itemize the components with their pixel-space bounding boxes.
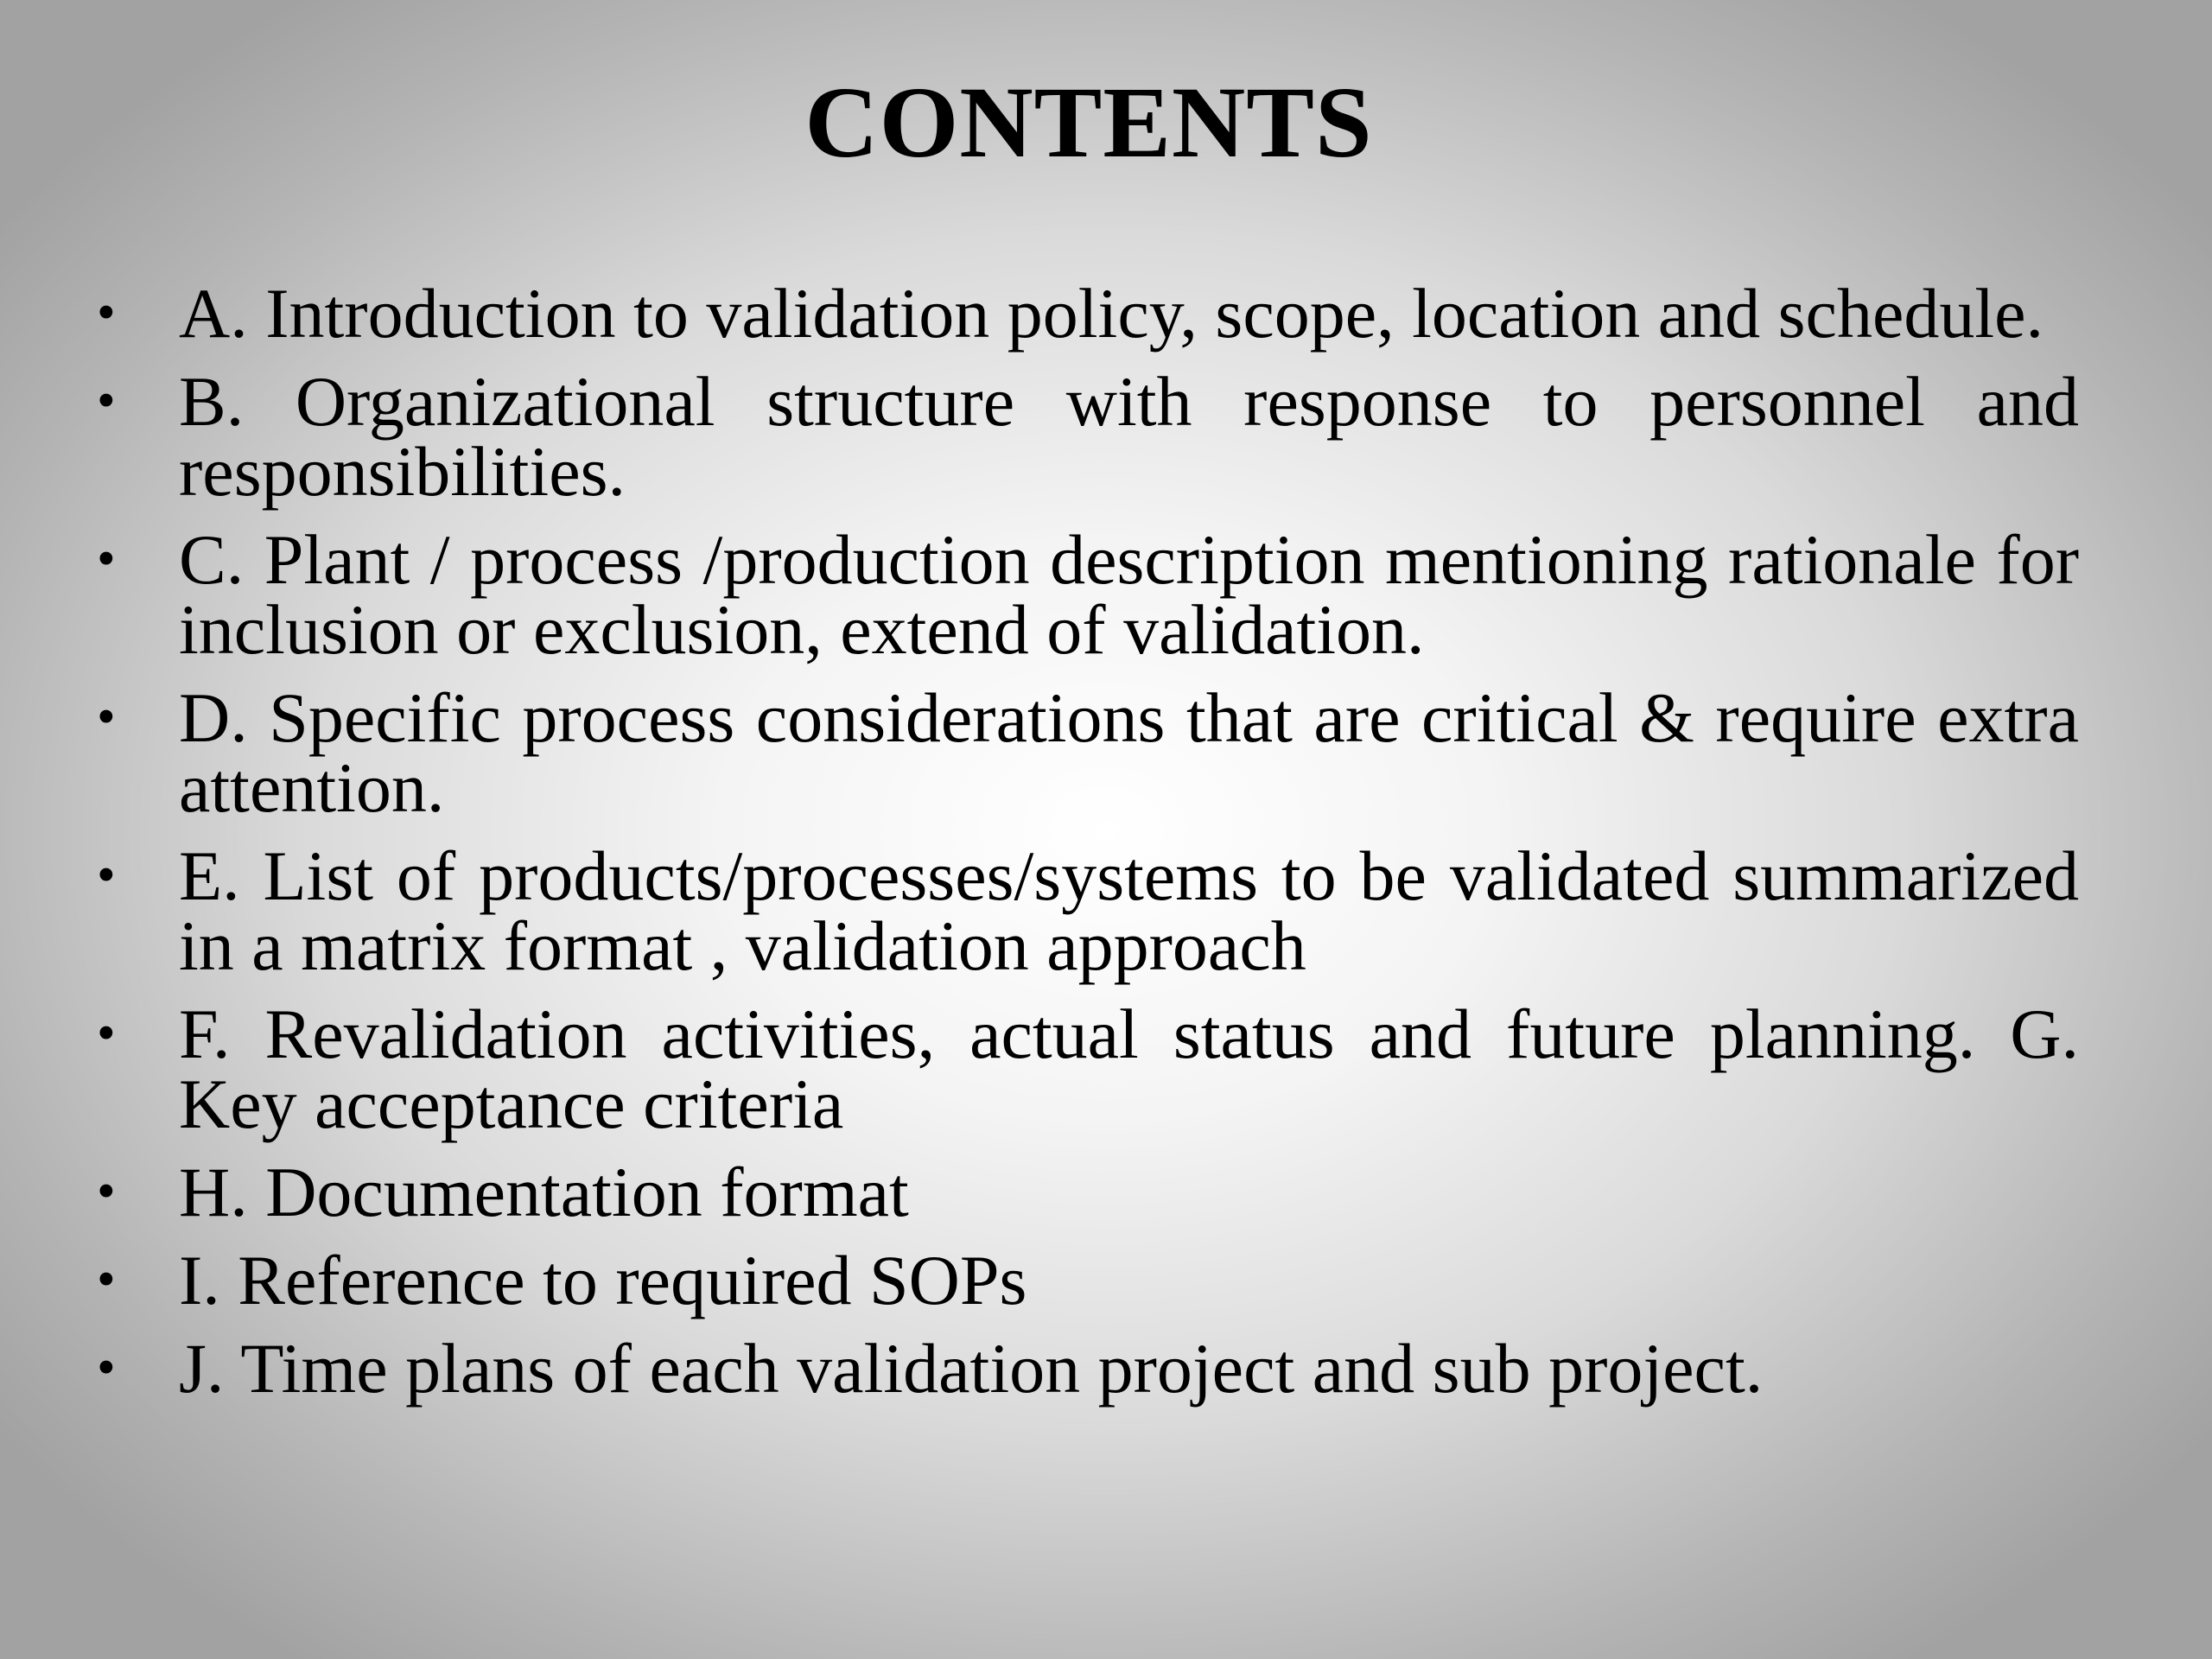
bullet-icon: • <box>97 283 116 342</box>
bullet-icon: • <box>97 688 116 747</box>
list-item-text: J. Time plans of each validation project and sub project. <box>179 1329 1764 1408</box>
list-item-text: B. Organizational structure with response to personnel and responsibilities. <box>179 362 2079 511</box>
list-item-a <box>86 274 2079 353</box>
list-item-i <box>86 1241 2079 1319</box>
slide-title: CONTENTS <box>804 66 1373 179</box>
list-item-text: C. Plant / process /production description mentioning rationale for inclusion or exclusion, extend of validation. <box>179 520 2079 669</box>
list-item-text: A. Introduction to validation policy, scope, location and schedule. <box>179 274 2044 353</box>
list-item-h <box>86 1153 2079 1231</box>
list-item-d <box>86 678 2079 827</box>
list-item-text: E. List of products/processes/systems to be validated summarized in a matrix format , validation approach <box>179 836 2079 985</box>
bullet-icon: • <box>97 372 116 430</box>
list-item-b <box>86 362 2079 511</box>
bullet-icon: • <box>97 1162 116 1221</box>
list-item-j <box>86 1329 2079 1408</box>
list-item-text: I. Reference to required SOPs <box>179 1241 1027 1319</box>
bullet-icon: • <box>97 1004 116 1063</box>
bullet-icon: • <box>97 1250 116 1309</box>
bullet-icon: • <box>97 1338 116 1397</box>
list-item-text: H. Documentation format <box>179 1153 909 1231</box>
contents-list <box>86 274 2079 1421</box>
bullet-icon: • <box>97 846 116 905</box>
list-item-text: D. Specific process considerations that are critical & require extra attention. <box>179 678 2079 827</box>
bullet-icon: • <box>97 530 116 588</box>
list-item-text: F. Revalidation activities, actual status and future planning. G. Key acceptance criteria <box>179 995 2079 1143</box>
list-item-f <box>86 995 2079 1143</box>
list-item-e <box>86 836 2079 985</box>
list-item-c <box>86 520 2079 669</box>
